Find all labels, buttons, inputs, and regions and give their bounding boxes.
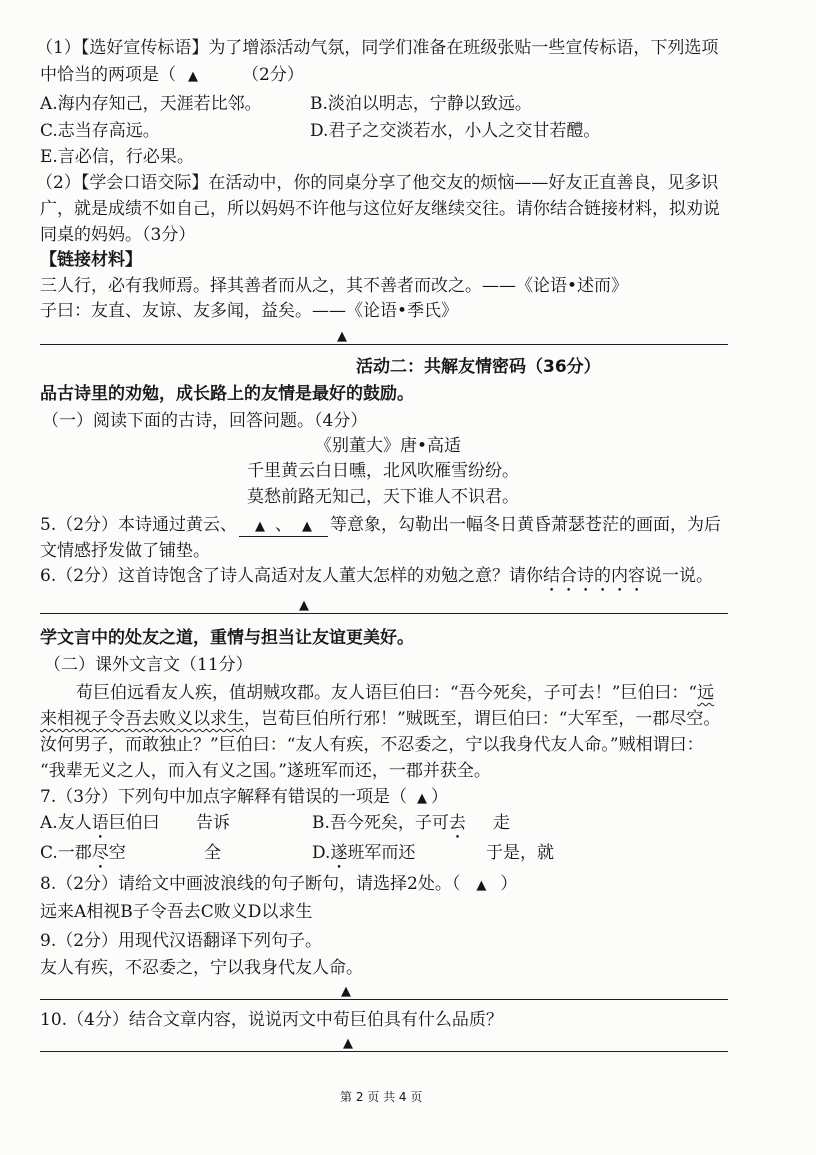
answer-mark: ▲ (337, 329, 347, 344)
q5-suffix: 等意象，勾勒出一幅冬日黄昏萧瑟苍茫的画面，为后 (330, 515, 722, 535)
q7-stem (40, 787, 448, 809)
q7-option-d-text: D. (312, 843, 331, 863)
answer-mark: ▲ (302, 519, 313, 534)
activity2-title: 活动二：共解友情密码（36分） (356, 357, 601, 377)
q5-line1 (40, 515, 721, 537)
poem-line-2: 莫愁前路无知己，天下谁人不识君。 (247, 487, 519, 507)
section1-heading: （一）阅读下面的古诗，回答问题。（4分） (42, 411, 368, 431)
q7-option-c-text-rest: 空 (108, 843, 126, 863)
q7-option-a-dotted: 语 (91, 813, 109, 833)
page-number: 第 2 页 共 4 页 (340, 1090, 423, 1104)
q1-option-a: A.海内存知己，天涯若比邻。 (40, 94, 262, 114)
answer-mark: ▲ (343, 1036, 353, 1051)
q5-blanks (239, 516, 328, 537)
q7-option-b-dotted: 去 (448, 813, 466, 833)
q2-stem-line3: 同桌的妈妈。（3分） (40, 225, 196, 245)
q7-option-d (312, 843, 415, 873)
q7-option-c-text: C.一郡 (40, 843, 92, 863)
q7-option-d-dotted: 遂 (330, 843, 348, 863)
q8-prefix: 8.（2分）请给文中画波浪线的句子断句，请选择2处。（ (40, 874, 461, 894)
q2-stem-line1: （2）【学会口语交际】在活动中，你的同桌分享了他交友的烦恼——好友正直善良，见多识 (36, 173, 719, 193)
q6-prefix: 6.（2分）这首诗饱含了诗人高适对友人董大怎样的劝勉之意？请你 (40, 566, 544, 586)
q1-option-c: C.志当存高远。 (40, 121, 160, 141)
answer-line (40, 999, 728, 1000)
q5-prefix: 5.（2分）本诗通过黄云、 (40, 515, 238, 535)
q9-sentence: 友人有疾，不忍委之，宁以我身代友人命。 (40, 958, 363, 978)
q1-option-d: D.君子之交淡若水，小人之交甘若醴。 (310, 121, 601, 141)
material-title: 【链接材料】 (40, 250, 142, 270)
q7-suffix: ） (431, 787, 449, 807)
q1-option-b: B.淡泊以明志，宁静以致远。 (310, 94, 532, 114)
q7-option-d-meaning: 于是，就 (486, 843, 554, 863)
material-line-2: 子曰：友直、友谅、友多闻，益矣。——《论语•季氏》 (40, 301, 459, 321)
answer-line (40, 344, 728, 345)
q5-separator: 、 (275, 515, 293, 535)
q8-suffix: ） (500, 874, 518, 894)
q7-option-d-text-rest: 班军而还 (347, 843, 416, 863)
q6-emphasis: 结合诗的内容 (543, 566, 646, 586)
poem-title: 《别董大》唐•高适 (315, 436, 462, 456)
q2-stem-line2: 广，就是成绩不如自己，所以妈妈不许他与这位好友继续交往。请你结合链接材料，拟劝说 (40, 199, 720, 219)
q7-option-c-meaning: 全 (204, 843, 221, 863)
q7-option-b-meaning: 走 (493, 813, 510, 833)
classical-intro: 学文言中的处友之道，重情与担当让友谊更美好。 (40, 628, 414, 648)
q6-suffix: 说一说。 (645, 566, 714, 586)
q7-option-a-meaning: 告诉 (196, 813, 230, 833)
q10-prompt: 10.（4分）结合文章内容，说说丙文中荀巨伯具有什么品质？ (40, 1010, 503, 1030)
q7-option-a-text: A.友人 (40, 813, 92, 833)
answer-mark: ▲ (299, 598, 309, 613)
passage-line-1 (76, 683, 714, 703)
material-line-1: 三人行，必有我师焉。择其善者而从之，其不善者而改之。——《论语•述而》 (40, 276, 629, 296)
passage-line-3: 汝何男子，而敢独止？”巨伯曰：“友人有疾，不忍委之，宁以我身代友人命。”贼相谓曰： (40, 735, 704, 755)
answer-mark: ▲ (341, 984, 351, 999)
q7-option-a (40, 813, 160, 843)
q5-line2: 文情感抒发做了铺垫。 (40, 541, 210, 561)
q6-line (40, 566, 713, 596)
q1-stem-prefix: 中恰当的两项是（ (40, 65, 176, 85)
q7-option-a-text-rest: 巨伯曰 (108, 813, 160, 833)
q8-sentence: 远来A相视B子令吾去C败义D以求生 (40, 902, 313, 922)
passage-wavy-sentence: 来相视子令吾去败义以求生 (40, 709, 244, 729)
passage-line-2-text: ，岂荀巨伯所行邪！”贼既至，谓巨伯曰：“大军至，一郡尽空。 (244, 709, 721, 729)
q1-stem-line2 (40, 65, 304, 87)
q7-option-b-text: B.吾今死矣，子可 (312, 813, 449, 833)
answer-mark: ▲ (255, 519, 266, 534)
poem-line-1: 千里黄云白日曛，北风吹雁雪纷纷。 (247, 461, 519, 481)
q8-stem (40, 874, 517, 896)
q1-option-e: E.言必信，行必果。 (40, 147, 194, 167)
passage-line-2 (40, 709, 720, 729)
section2-heading: （二）课外文言文（11分） (44, 655, 253, 675)
answer-line (40, 613, 728, 614)
q7-prefix: 7.（3分）下列句中加点字解释有错误的一项是（ (40, 787, 408, 807)
q1-score: （2分） (242, 65, 304, 85)
q7-option-b (312, 813, 466, 843)
answer-line (40, 1051, 728, 1052)
answer-mark: ▲ (476, 878, 487, 893)
poetry-intro: 品古诗里的劝勉，成长路上的友情是最好的鼓励。 (40, 384, 414, 404)
q7-option-c-dotted: 尽 (91, 843, 109, 863)
passage-wavy-start: 远 (697, 683, 715, 703)
q1-stem-line1: （1）【选好宣传标语】为了增添活动气氛，同学们准备在班级张贴一些宣传标语，下列选项 (36, 38, 719, 58)
answer-mark: ▲ (417, 791, 428, 806)
passage-line-4: “我辈无义之人，而入有义之国。”遂班军而还，一郡并获全。 (40, 761, 491, 781)
q7-option-c (40, 843, 126, 873)
passage-line-1-text: 荀巨伯远看友人疾，值胡贼攻郡。友人语巨伯曰：“吾今死矣，子可去！”巨伯曰：“ (76, 683, 698, 703)
answer-mark: ▲ (188, 69, 198, 84)
q9-prompt: 9.（2分）用现代汉语翻译下列句子。 (40, 931, 323, 951)
